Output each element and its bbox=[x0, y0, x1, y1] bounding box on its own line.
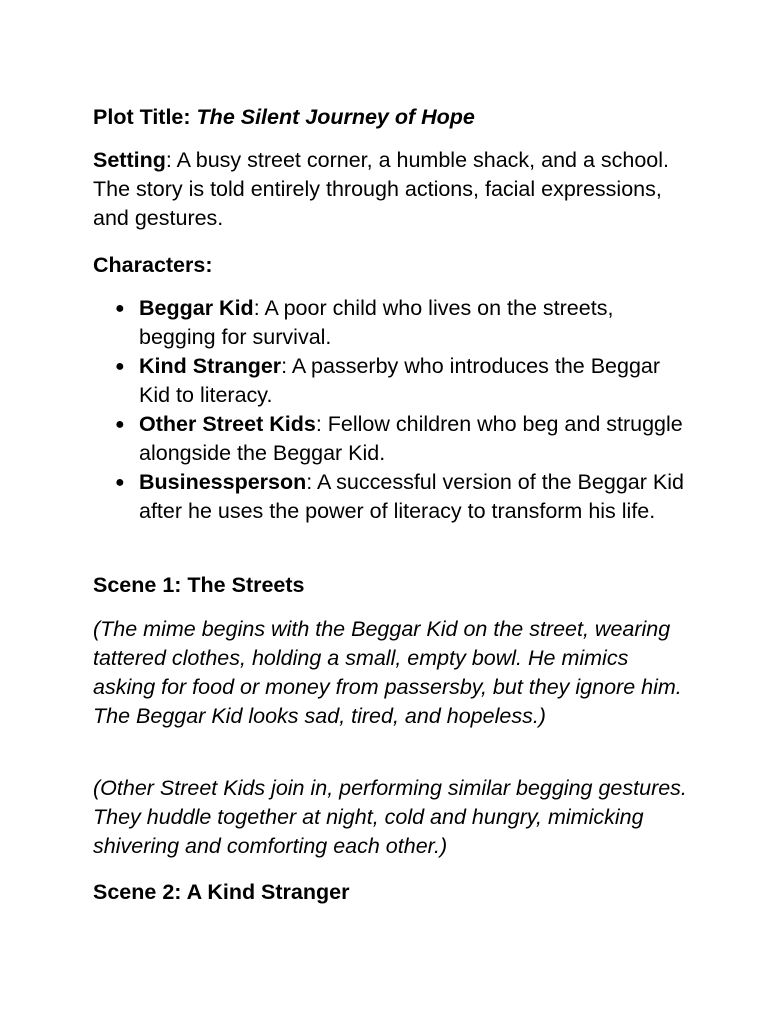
setting-label: Setting bbox=[93, 148, 166, 172]
bullet-icon: ● bbox=[115, 300, 125, 317]
setting-text: : A busy street corner, a humble shack, and a school. The story is told entirely through actions, facial expressions, and gestures. bbox=[93, 148, 670, 230]
scene-1-heading: Scene 1: The Streets bbox=[93, 573, 305, 597]
character-description: : A poor child who lives on the streets, begging for survival. bbox=[139, 296, 614, 349]
plot-title-line bbox=[93, 103, 693, 132]
characters-list bbox=[93, 294, 693, 526]
list-item bbox=[93, 468, 693, 526]
stage-direction: (Other Street Kids join in, performing similar begging gestures. They huddle together at night, cold and hungry, mimicking shivering and comforting each other.) bbox=[93, 776, 687, 858]
character-name: Other Street Kids bbox=[139, 412, 316, 436]
characters-heading: Characters: bbox=[93, 253, 213, 277]
setting-paragraph bbox=[93, 146, 693, 233]
list-item bbox=[93, 352, 693, 410]
character-description: : A passerby who introduces the Beggar Kid to literacy. bbox=[139, 354, 661, 407]
plot-title: The Silent Journey of Hope bbox=[196, 105, 475, 129]
character-description: : A successful version of the Beggar Kid after he uses the power of literacy to transform his life. bbox=[139, 470, 684, 523]
list-item bbox=[93, 410, 693, 468]
character-name: Kind Stranger bbox=[139, 354, 282, 378]
bullet-icon: ● bbox=[115, 474, 125, 491]
plot-title-label: Plot Title: bbox=[93, 105, 191, 129]
list-item bbox=[93, 294, 693, 352]
character-description: : Fellow children who beg and struggle alongside the Beggar Kid. bbox=[139, 412, 683, 465]
bullet-icon: ● bbox=[115, 358, 125, 375]
scene-2-heading: Scene 2: A Kind Stranger bbox=[93, 880, 350, 904]
bullet-icon: ● bbox=[115, 416, 125, 433]
stage-direction: (The mime begins with the Beggar Kid on the street, wearing tattered clothes, holding a small, empty bowl. He mimics asking for food or money from passersby, but they ignore him. The Beggar Kid looks sad, tired, and hopeless.) bbox=[93, 617, 682, 728]
character-name: Beggar Kid bbox=[139, 296, 254, 320]
character-name: Businessperson bbox=[139, 470, 307, 494]
